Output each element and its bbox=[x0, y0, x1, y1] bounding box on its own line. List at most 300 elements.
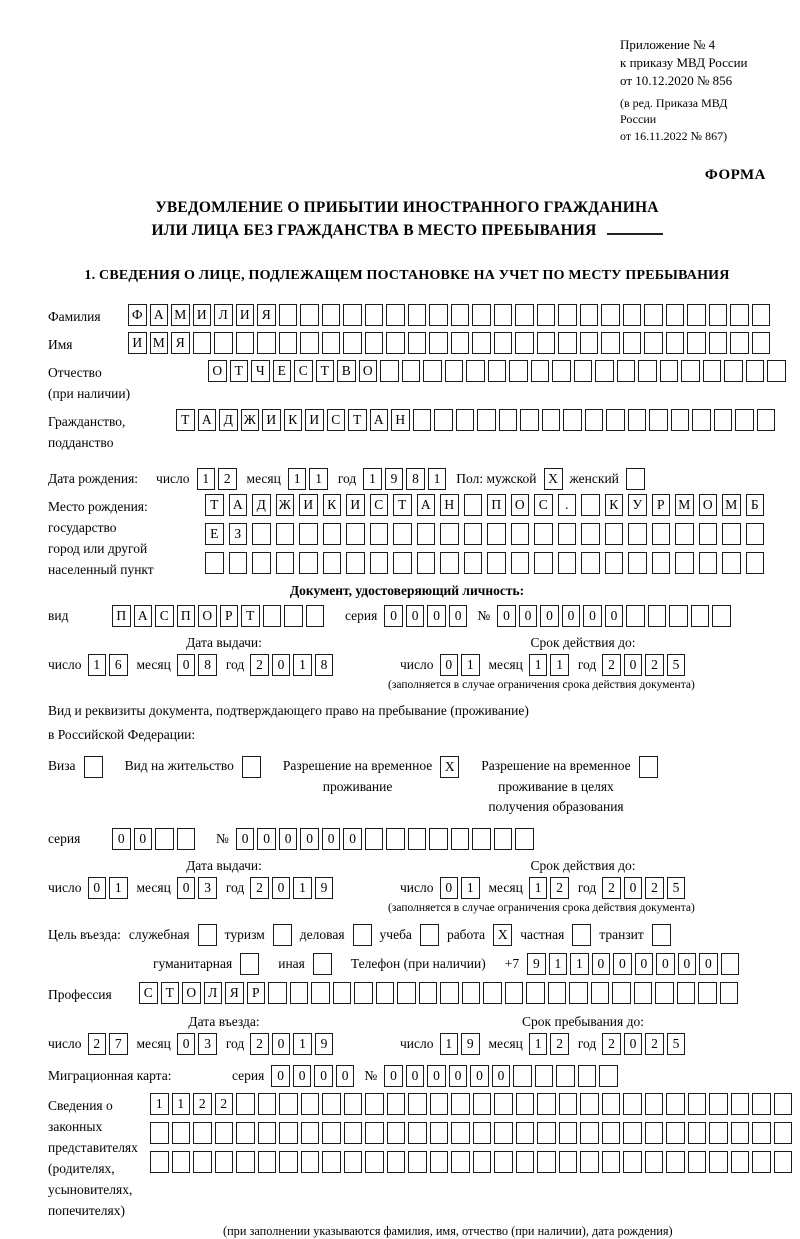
form-cell[interactable] bbox=[731, 1151, 750, 1173]
form-cell[interactable] bbox=[408, 332, 427, 354]
form-cell[interactable] bbox=[387, 1093, 406, 1115]
form-cell[interactable]: Т bbox=[230, 360, 249, 382]
form-cell[interactable]: 0 bbox=[177, 654, 196, 676]
form-cell[interactable] bbox=[488, 360, 507, 382]
form-cell[interactable] bbox=[774, 1151, 793, 1173]
form-cell[interactable]: 2 bbox=[250, 1033, 269, 1055]
form-cell[interactable]: 0 bbox=[540, 605, 559, 627]
form-cell[interactable] bbox=[687, 332, 706, 354]
form-cell[interactable] bbox=[581, 552, 600, 574]
form-cell[interactable] bbox=[301, 1093, 320, 1115]
form-cell[interactable] bbox=[483, 982, 502, 1004]
form-cell[interactable]: 0 bbox=[177, 1033, 196, 1055]
form-cell[interactable]: . bbox=[558, 494, 577, 516]
form-cell[interactable] bbox=[451, 1093, 470, 1115]
form-cell[interactable] bbox=[370, 552, 389, 574]
form-cell[interactable] bbox=[472, 304, 491, 326]
form-cell[interactable] bbox=[752, 1151, 771, 1173]
form-cell[interactable]: 0 bbox=[497, 605, 516, 627]
form-cell[interactable] bbox=[563, 409, 582, 431]
form-cell[interactable] bbox=[774, 1093, 793, 1115]
form-cell[interactable] bbox=[276, 552, 295, 574]
form-cell[interactable] bbox=[681, 360, 700, 382]
form-cell[interactable] bbox=[675, 552, 694, 574]
form-cell[interactable] bbox=[626, 605, 645, 627]
form-cell[interactable] bbox=[601, 304, 620, 326]
form-cell[interactable] bbox=[499, 409, 518, 431]
form-cell[interactable]: И bbox=[236, 304, 255, 326]
form-cell[interactable] bbox=[752, 1122, 771, 1144]
form-cell[interactable]: 1 bbox=[293, 1033, 312, 1055]
form-cell[interactable]: 6 bbox=[109, 654, 128, 676]
form-cell[interactable] bbox=[279, 1151, 298, 1173]
form-cell[interactable] bbox=[365, 304, 384, 326]
form-cell[interactable]: 1 bbox=[529, 877, 548, 899]
form-cell[interactable] bbox=[699, 552, 718, 574]
form-cell[interactable] bbox=[279, 1122, 298, 1144]
form-cell[interactable]: 1 bbox=[172, 1093, 191, 1115]
form-cell[interactable] bbox=[746, 360, 765, 382]
form-cell[interactable] bbox=[688, 1151, 707, 1173]
form-cell[interactable] bbox=[537, 1151, 556, 1173]
form-cell[interactable]: Т bbox=[316, 360, 335, 382]
form-cell[interactable]: 9 bbox=[527, 953, 546, 975]
form-cell[interactable] bbox=[752, 304, 771, 326]
form-cell[interactable] bbox=[268, 982, 287, 1004]
form-cell[interactable] bbox=[735, 409, 754, 431]
form-cell[interactable]: Ч bbox=[251, 360, 270, 382]
form-cell[interactable] bbox=[322, 1151, 341, 1173]
form-cell[interactable] bbox=[276, 523, 295, 545]
form-cell[interactable]: 0 bbox=[314, 1065, 333, 1087]
form-cell[interactable] bbox=[393, 523, 412, 545]
purpose-tourism-checkbox[interactable] bbox=[273, 924, 292, 946]
form-cell[interactable] bbox=[623, 1122, 642, 1144]
form-cell[interactable] bbox=[462, 982, 481, 1004]
form-cell[interactable] bbox=[205, 552, 224, 574]
form-cell[interactable] bbox=[559, 1151, 578, 1173]
purpose-official-checkbox[interactable] bbox=[198, 924, 217, 946]
form-cell[interactable]: М bbox=[150, 332, 169, 354]
form-cell[interactable]: С bbox=[139, 982, 158, 1004]
purpose-humanitarian-checkbox[interactable] bbox=[240, 953, 259, 975]
form-cell[interactable] bbox=[300, 332, 319, 354]
form-cell[interactable]: К bbox=[323, 494, 342, 516]
form-cell[interactable] bbox=[494, 332, 513, 354]
form-cell[interactable] bbox=[301, 1151, 320, 1173]
form-cell[interactable] bbox=[537, 1122, 556, 1144]
form-cell[interactable] bbox=[699, 523, 718, 545]
form-cell[interactable]: М bbox=[722, 494, 741, 516]
form-cell[interactable] bbox=[472, 332, 491, 354]
form-cell[interactable] bbox=[494, 1093, 513, 1115]
form-cell[interactable] bbox=[537, 332, 556, 354]
form-cell[interactable] bbox=[413, 409, 432, 431]
form-cell[interactable] bbox=[451, 1151, 470, 1173]
form-cell[interactable] bbox=[591, 982, 610, 1004]
form-cell[interactable] bbox=[258, 1093, 277, 1115]
form-cell[interactable]: У bbox=[628, 494, 647, 516]
form-cell[interactable] bbox=[652, 552, 671, 574]
form-cell[interactable] bbox=[477, 409, 496, 431]
form-cell[interactable]: М bbox=[171, 304, 190, 326]
form-cell[interactable] bbox=[628, 523, 647, 545]
form-cell[interactable] bbox=[429, 304, 448, 326]
form-cell[interactable] bbox=[623, 1093, 642, 1115]
form-cell[interactable] bbox=[526, 982, 545, 1004]
form-cell[interactable] bbox=[494, 1151, 513, 1173]
form-cell[interactable]: Т bbox=[176, 409, 195, 431]
form-cell[interactable] bbox=[714, 409, 733, 431]
form-cell[interactable] bbox=[430, 1122, 449, 1144]
form-cell[interactable] bbox=[505, 982, 524, 1004]
form-cell[interactable]: 0 bbox=[605, 605, 624, 627]
form-cell[interactable] bbox=[311, 982, 330, 1004]
form-cell[interactable] bbox=[606, 409, 625, 431]
form-cell[interactable] bbox=[473, 1122, 492, 1144]
form-cell[interactable] bbox=[634, 982, 653, 1004]
form-cell[interactable]: 0 bbox=[427, 605, 446, 627]
form-cell[interactable]: 0 bbox=[635, 953, 654, 975]
form-cell[interactable]: 2 bbox=[193, 1093, 212, 1115]
form-cell[interactable] bbox=[397, 982, 416, 1004]
form-cell[interactable] bbox=[712, 605, 731, 627]
form-cell[interactable] bbox=[638, 360, 657, 382]
form-cell[interactable] bbox=[516, 1122, 535, 1144]
form-cell[interactable]: А bbox=[150, 304, 169, 326]
form-cell[interactable]: 9 bbox=[315, 877, 334, 899]
form-cell[interactable]: 0 bbox=[492, 1065, 511, 1087]
form-cell[interactable]: 0 bbox=[592, 953, 611, 975]
form-cell[interactable]: 3 bbox=[198, 1033, 217, 1055]
form-cell[interactable]: 2 bbox=[550, 1033, 569, 1055]
form-cell[interactable] bbox=[558, 304, 577, 326]
form-cell[interactable] bbox=[580, 1122, 599, 1144]
form-cell[interactable] bbox=[709, 332, 728, 354]
form-cell[interactable] bbox=[585, 409, 604, 431]
form-cell[interactable]: 1 bbox=[549, 953, 568, 975]
form-cell[interactable] bbox=[623, 304, 642, 326]
form-cell[interactable] bbox=[581, 523, 600, 545]
form-cell[interactable]: 0 bbox=[440, 654, 459, 676]
form-cell[interactable] bbox=[301, 1122, 320, 1144]
form-cell[interactable]: С bbox=[370, 494, 389, 516]
form-cell[interactable]: 0 bbox=[177, 877, 196, 899]
form-cell[interactable] bbox=[344, 1093, 363, 1115]
form-cell[interactable] bbox=[628, 552, 647, 574]
form-cell[interactable] bbox=[746, 552, 765, 574]
form-cell[interactable] bbox=[569, 982, 588, 1004]
form-cell[interactable] bbox=[612, 982, 631, 1004]
form-cell[interactable] bbox=[252, 523, 271, 545]
form-cell[interactable] bbox=[258, 1151, 277, 1173]
form-cell[interactable] bbox=[290, 982, 309, 1004]
form-cell[interactable] bbox=[542, 409, 561, 431]
form-cell[interactable]: 0 bbox=[678, 953, 697, 975]
form-cell[interactable] bbox=[370, 523, 389, 545]
form-cell[interactable] bbox=[520, 409, 539, 431]
purpose-work-checkbox[interactable]: X bbox=[493, 924, 512, 946]
form-cell[interactable] bbox=[472, 828, 491, 850]
form-cell[interactable] bbox=[417, 552, 436, 574]
form-cell[interactable] bbox=[408, 828, 427, 850]
form-cell[interactable] bbox=[677, 982, 696, 1004]
form-cell[interactable]: 1 bbox=[88, 654, 107, 676]
form-cell[interactable] bbox=[537, 304, 556, 326]
form-cell[interactable]: 1 bbox=[288, 468, 307, 490]
form-cell[interactable] bbox=[666, 332, 685, 354]
form-cell[interactable] bbox=[236, 1093, 255, 1115]
form-cell[interactable] bbox=[473, 1093, 492, 1115]
form-cell[interactable] bbox=[430, 1093, 449, 1115]
form-cell[interactable] bbox=[669, 605, 688, 627]
form-cell[interactable] bbox=[279, 1093, 298, 1115]
form-cell[interactable]: 8 bbox=[198, 654, 217, 676]
form-cell[interactable] bbox=[434, 409, 453, 431]
form-cell[interactable] bbox=[417, 523, 436, 545]
form-cell[interactable]: 0 bbox=[624, 654, 643, 676]
form-cell[interactable] bbox=[649, 409, 668, 431]
form-cell[interactable] bbox=[429, 828, 448, 850]
form-cell[interactable] bbox=[720, 982, 739, 1004]
form-cell[interactable] bbox=[354, 982, 373, 1004]
form-cell[interactable] bbox=[464, 494, 483, 516]
form-cell[interactable]: О bbox=[511, 494, 530, 516]
form-cell[interactable] bbox=[724, 360, 743, 382]
form-cell[interactable]: 9 bbox=[315, 1033, 334, 1055]
form-cell[interactable]: 2 bbox=[250, 654, 269, 676]
form-cell[interactable]: 0 bbox=[384, 605, 403, 627]
form-cell[interactable] bbox=[537, 1093, 556, 1115]
form-cell[interactable] bbox=[464, 523, 483, 545]
purpose-private-checkbox[interactable] bbox=[572, 924, 591, 946]
form-cell[interactable]: 0 bbox=[272, 1033, 291, 1055]
form-cell[interactable] bbox=[688, 1122, 707, 1144]
form-cell[interactable]: З bbox=[229, 523, 248, 545]
form-cell[interactable] bbox=[644, 304, 663, 326]
form-cell[interactable] bbox=[595, 360, 614, 382]
form-cell[interactable]: 1 bbox=[293, 654, 312, 676]
form-cell[interactable]: 1 bbox=[309, 468, 328, 490]
form-cell[interactable] bbox=[645, 1093, 664, 1115]
form-cell[interactable]: Ж bbox=[241, 409, 260, 431]
form-cell[interactable]: Я bbox=[171, 332, 190, 354]
form-cell[interactable] bbox=[408, 1151, 427, 1173]
form-cell[interactable]: 9 bbox=[385, 468, 404, 490]
form-cell[interactable]: И bbox=[346, 494, 365, 516]
form-cell[interactable] bbox=[365, 1122, 384, 1144]
form-cell[interactable] bbox=[509, 360, 528, 382]
form-cell[interactable] bbox=[687, 304, 706, 326]
form-cell[interactable]: 0 bbox=[293, 1065, 312, 1087]
form-cell[interactable] bbox=[299, 552, 318, 574]
form-cell[interactable]: 0 bbox=[406, 605, 425, 627]
form-cell[interactable]: 0 bbox=[427, 1065, 446, 1087]
form-cell[interactable]: Ж bbox=[276, 494, 295, 516]
form-cell[interactable]: Е bbox=[273, 360, 292, 382]
form-cell[interactable] bbox=[215, 1122, 234, 1144]
form-cell[interactable]: 5 bbox=[667, 877, 686, 899]
form-cell[interactable] bbox=[601, 332, 620, 354]
form-cell[interactable] bbox=[767, 360, 786, 382]
form-cell[interactable] bbox=[473, 1151, 492, 1173]
form-cell[interactable] bbox=[515, 304, 534, 326]
form-cell[interactable]: 0 bbox=[336, 1065, 355, 1087]
form-cell[interactable] bbox=[419, 982, 438, 1004]
form-cell[interactable]: 1 bbox=[428, 468, 447, 490]
form-cell[interactable]: А bbox=[417, 494, 436, 516]
form-cell[interactable] bbox=[487, 552, 506, 574]
form-cell[interactable] bbox=[279, 332, 298, 354]
form-cell[interactable]: 2 bbox=[250, 877, 269, 899]
form-cell[interactable]: 1 bbox=[293, 877, 312, 899]
form-cell[interactable] bbox=[236, 332, 255, 354]
form-cell[interactable]: 8 bbox=[315, 654, 334, 676]
form-cell[interactable]: 0 bbox=[134, 828, 153, 850]
form-cell[interactable] bbox=[648, 605, 667, 627]
form-cell[interactable] bbox=[263, 605, 282, 627]
form-cell[interactable]: 0 bbox=[470, 1065, 489, 1087]
form-cell[interactable]: А bbox=[370, 409, 389, 431]
form-cell[interactable]: Т bbox=[393, 494, 412, 516]
form-cell[interactable] bbox=[193, 1151, 212, 1173]
form-cell[interactable] bbox=[322, 304, 341, 326]
form-cell[interactable] bbox=[380, 360, 399, 382]
form-cell[interactable]: 1 bbox=[109, 877, 128, 899]
form-cell[interactable] bbox=[408, 1122, 427, 1144]
form-cell[interactable]: 1 bbox=[461, 654, 480, 676]
form-cell[interactable]: И bbox=[262, 409, 281, 431]
form-cell[interactable]: 2 bbox=[602, 1033, 621, 1055]
form-cell[interactable]: Р bbox=[652, 494, 671, 516]
form-cell[interactable] bbox=[731, 1093, 750, 1115]
form-cell[interactable] bbox=[172, 1122, 191, 1144]
form-cell[interactable] bbox=[558, 332, 577, 354]
form-cell[interactable]: 7 bbox=[109, 1033, 128, 1055]
form-cell[interactable] bbox=[692, 409, 711, 431]
form-cell[interactable] bbox=[430, 1151, 449, 1173]
form-cell[interactable] bbox=[322, 1122, 341, 1144]
form-cell[interactable] bbox=[703, 360, 722, 382]
purpose-transit-checkbox[interactable] bbox=[652, 924, 671, 946]
form-cell[interactable] bbox=[652, 523, 671, 545]
form-cell[interactable] bbox=[322, 332, 341, 354]
form-cell[interactable] bbox=[531, 360, 550, 382]
form-cell[interactable] bbox=[552, 360, 571, 382]
form-cell[interactable] bbox=[559, 1122, 578, 1144]
form-cell[interactable]: 0 bbox=[343, 828, 362, 850]
form-cell[interactable] bbox=[535, 1065, 554, 1087]
form-cell[interactable]: 2 bbox=[645, 654, 664, 676]
form-cell[interactable]: О bbox=[182, 982, 201, 1004]
form-cell[interactable] bbox=[229, 552, 248, 574]
form-cell[interactable] bbox=[709, 304, 728, 326]
form-cell[interactable]: 0 bbox=[656, 953, 675, 975]
form-cell[interactable] bbox=[534, 523, 553, 545]
form-cell[interactable] bbox=[193, 1122, 212, 1144]
form-cell[interactable] bbox=[511, 552, 530, 574]
form-cell[interactable] bbox=[445, 360, 464, 382]
form-cell[interactable]: 0 bbox=[272, 654, 291, 676]
form-cell[interactable] bbox=[451, 1122, 470, 1144]
form-cell[interactable] bbox=[423, 360, 442, 382]
form-cell[interactable] bbox=[323, 523, 342, 545]
form-cell[interactable]: Н bbox=[391, 409, 410, 431]
form-cell[interactable] bbox=[660, 360, 679, 382]
form-cell[interactable] bbox=[666, 304, 685, 326]
form-cell[interactable]: И bbox=[128, 332, 147, 354]
form-cell[interactable]: 0 bbox=[406, 1065, 425, 1087]
form-cell[interactable] bbox=[709, 1122, 728, 1144]
form-cell[interactable] bbox=[466, 360, 485, 382]
form-cell[interactable] bbox=[300, 304, 319, 326]
form-cell[interactable] bbox=[214, 332, 233, 354]
form-cell[interactable]: С bbox=[327, 409, 346, 431]
form-cell[interactable] bbox=[645, 1151, 664, 1173]
form-cell[interactable] bbox=[440, 523, 459, 545]
form-cell[interactable] bbox=[343, 332, 362, 354]
form-cell[interactable]: 5 bbox=[667, 1033, 686, 1055]
form-cell[interactable]: С bbox=[155, 605, 174, 627]
form-cell[interactable]: 1 bbox=[150, 1093, 169, 1115]
form-cell[interactable]: Н bbox=[440, 494, 459, 516]
form-cell[interactable] bbox=[494, 828, 513, 850]
form-cell[interactable] bbox=[387, 1122, 406, 1144]
form-cell[interactable] bbox=[617, 360, 636, 382]
form-cell[interactable]: 0 bbox=[699, 953, 718, 975]
form-cell[interactable] bbox=[172, 1151, 191, 1173]
form-cell[interactable]: 0 bbox=[384, 1065, 403, 1087]
form-cell[interactable] bbox=[644, 332, 663, 354]
form-cell[interactable] bbox=[580, 1093, 599, 1115]
form-cell[interactable] bbox=[516, 1151, 535, 1173]
form-cell[interactable]: Л bbox=[214, 304, 233, 326]
form-cell[interactable] bbox=[731, 1122, 750, 1144]
form-cell[interactable] bbox=[494, 1122, 513, 1144]
form-cell[interactable]: 1 bbox=[529, 1033, 548, 1055]
form-cell[interactable] bbox=[709, 1093, 728, 1115]
form-cell[interactable] bbox=[580, 304, 599, 326]
form-cell[interactable] bbox=[515, 332, 534, 354]
form-cell[interactable]: И bbox=[299, 494, 318, 516]
form-cell[interactable]: Я bbox=[225, 982, 244, 1004]
form-cell[interactable] bbox=[343, 304, 362, 326]
form-cell[interactable]: И bbox=[305, 409, 324, 431]
form-cell[interactable] bbox=[645, 1122, 664, 1144]
form-cell[interactable] bbox=[408, 304, 427, 326]
form-cell[interactable] bbox=[666, 1122, 685, 1144]
form-cell[interactable]: 0 bbox=[322, 828, 341, 850]
form-cell[interactable] bbox=[344, 1151, 363, 1173]
form-cell[interactable] bbox=[516, 1093, 535, 1115]
form-cell[interactable]: 0 bbox=[624, 877, 643, 899]
form-cell[interactable] bbox=[487, 523, 506, 545]
form-cell[interactable] bbox=[578, 1065, 597, 1087]
form-cell[interactable]: Е bbox=[205, 523, 224, 545]
purpose-business-checkbox[interactable] bbox=[353, 924, 372, 946]
form-cell[interactable]: Л bbox=[204, 982, 223, 1004]
purpose-study-checkbox[interactable] bbox=[420, 924, 439, 946]
temp-residence-checkbox[interactable]: X bbox=[440, 756, 459, 778]
form-cell[interactable]: Т bbox=[348, 409, 367, 431]
form-cell[interactable]: Я bbox=[257, 304, 276, 326]
form-cell[interactable] bbox=[456, 409, 475, 431]
form-cell[interactable]: 2 bbox=[602, 877, 621, 899]
form-cell[interactable]: 1 bbox=[363, 468, 382, 490]
form-cell[interactable]: 0 bbox=[440, 877, 459, 899]
form-cell[interactable] bbox=[709, 1151, 728, 1173]
form-cell[interactable]: С bbox=[294, 360, 313, 382]
